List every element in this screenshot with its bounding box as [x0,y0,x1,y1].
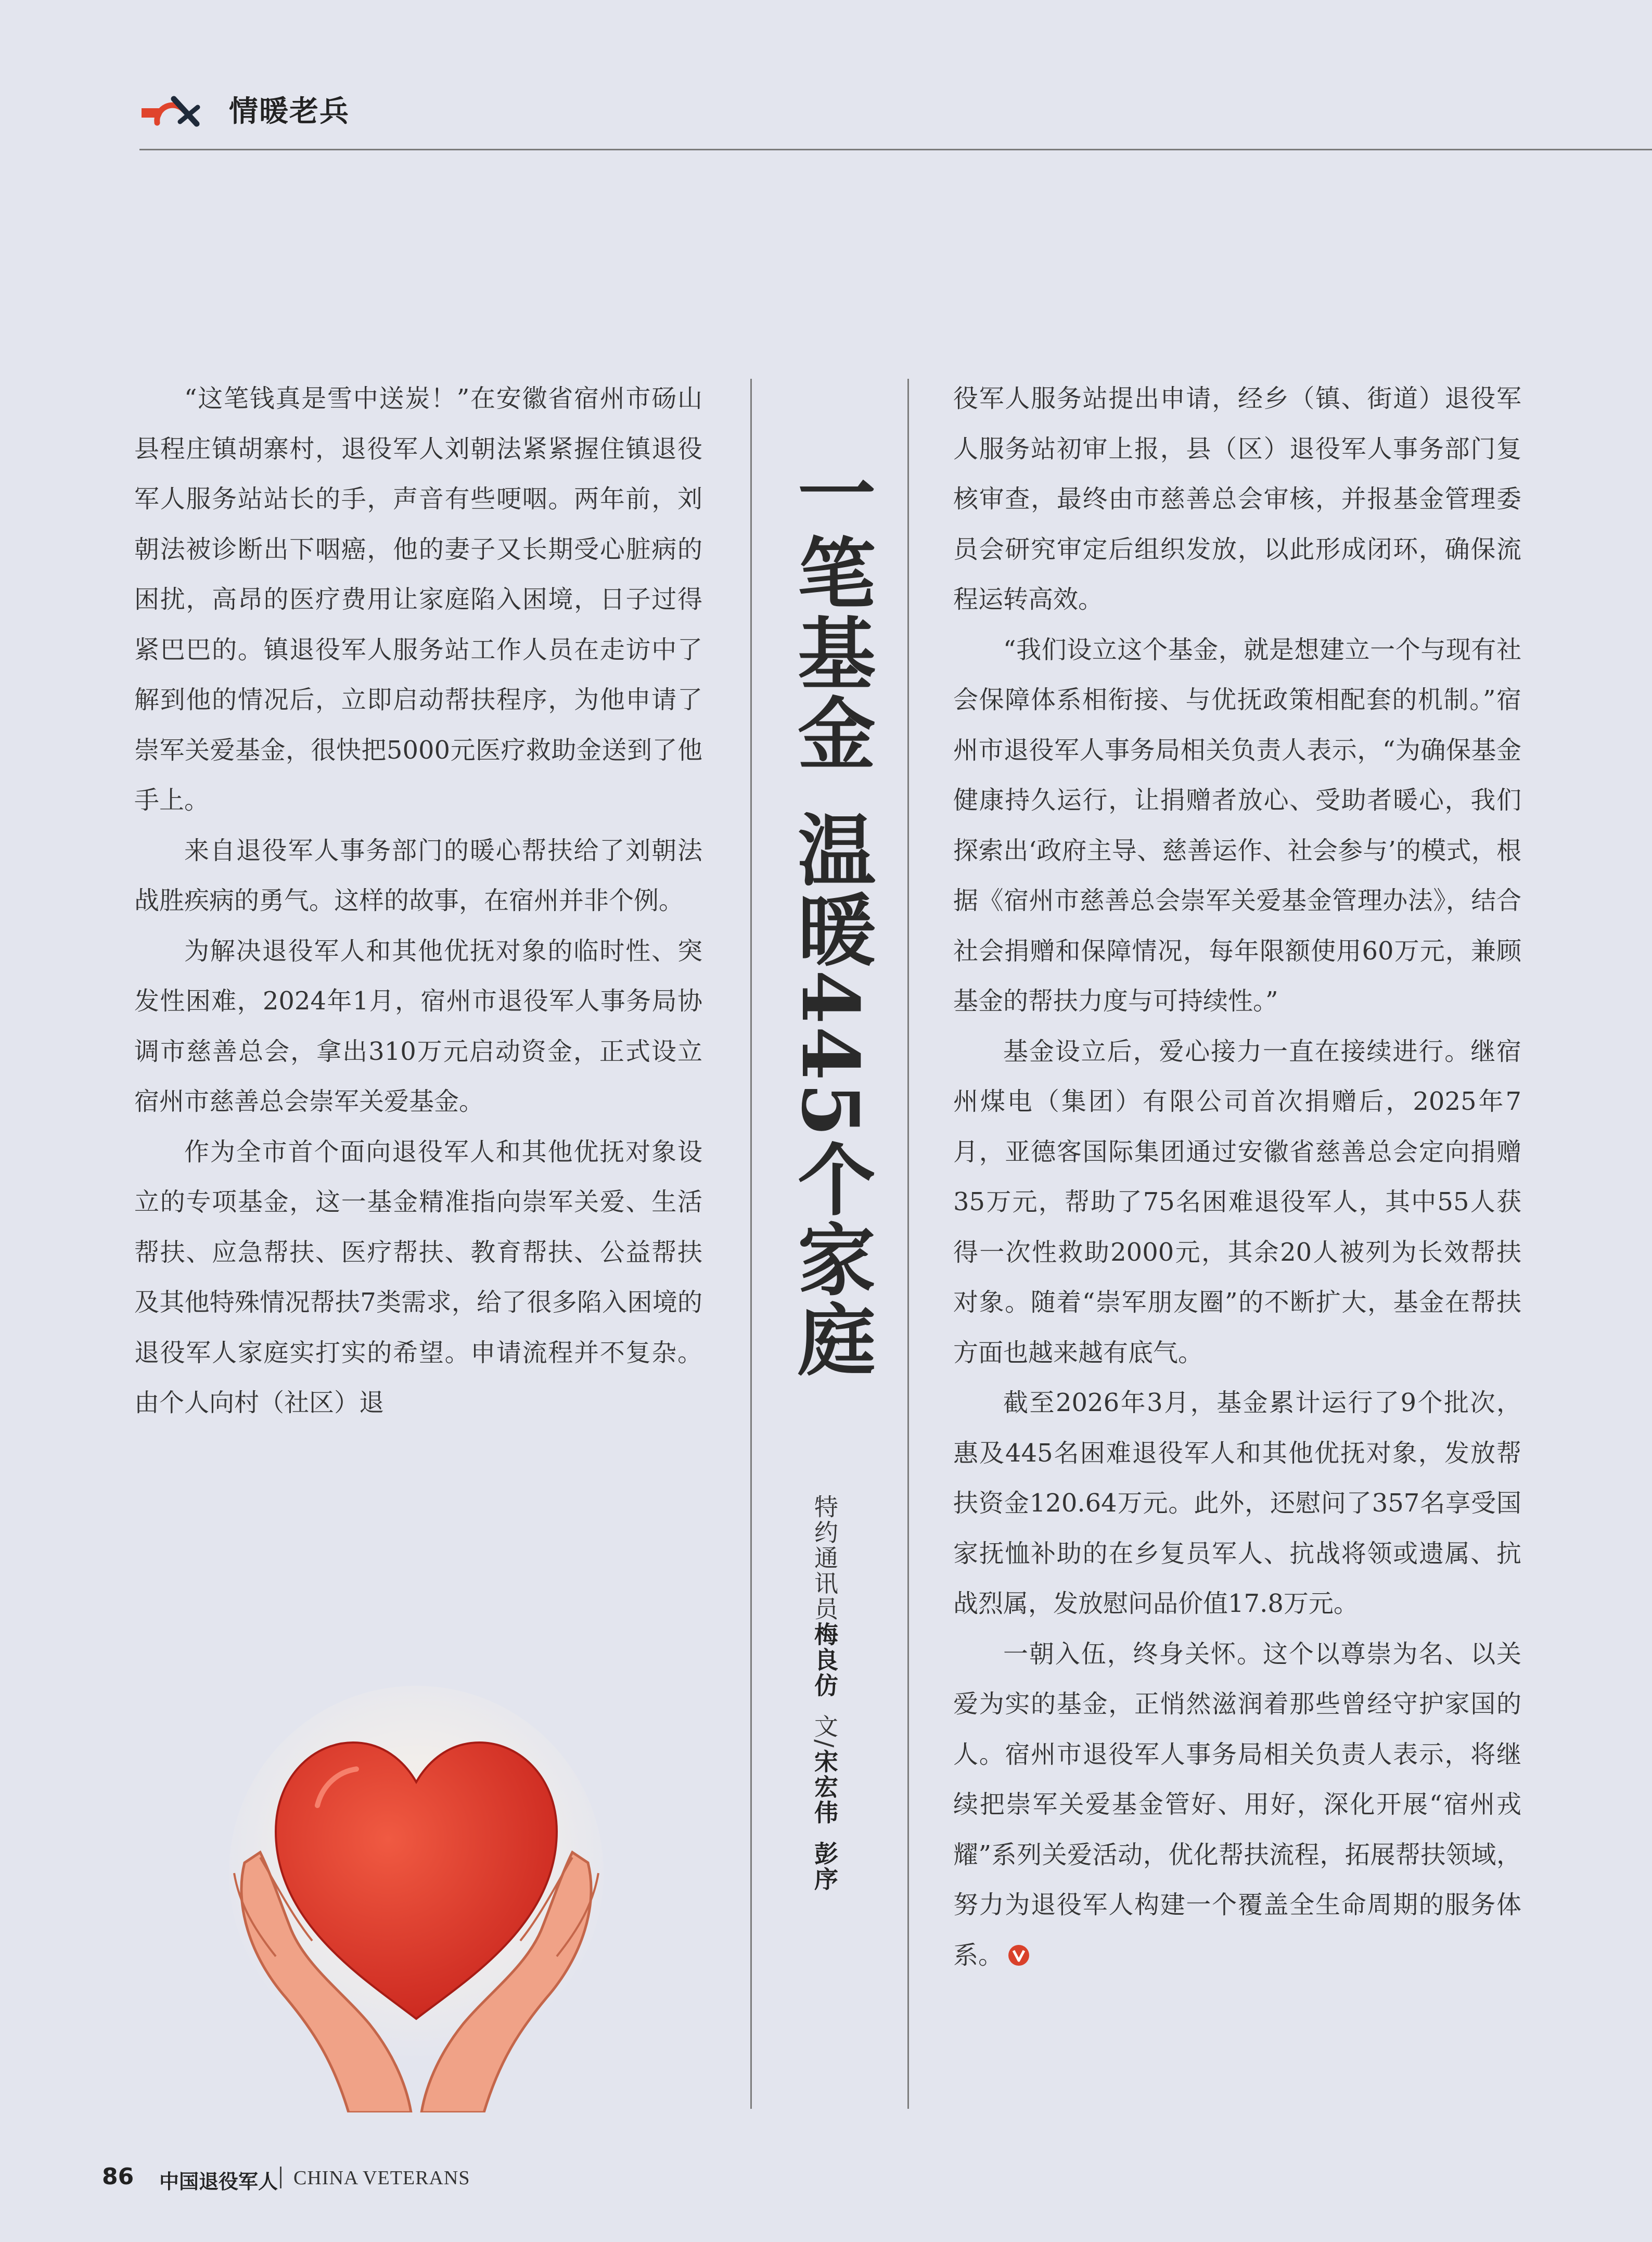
byline-wen: 文 [811,1714,839,1739]
article-byline [813,1494,837,1892]
paragraph: 役军人服务站提出申请，经乡（镇、街道）退役军人服务站初审上报，县（区）退役军人事务部门复核审查，最终由市慈善总会审核，并报基金管理委员会研究审定后组织发放，以此形成闭环，确保流程运转高效。 [953,384,1521,614]
heart-in-hands-icon [213,1686,619,2112]
column-divider-right [907,379,909,2109]
article-title-part2: 温暖445个家庭 [784,810,876,1380]
footer-separator [280,2167,281,2188]
column-divider-left [750,379,752,2109]
paragraph: 基金设立后，爱心接力一直在接续进行。继宿州煤电（集团）有限公司首次捐赠后，2025年7月，亚德客国际集团通过安徽省慈善总会定向捐赠35万元，帮助了75名困难退役军人，其中55人获得一次性救助2000元，其余20人被列为长效帮扶对象。随着“崇军朋友圈”的不断扩大，基金在帮扶方面也越来越有底气。 [953,1036,1521,1367]
byline-role: 特约通讯员 [811,1494,839,1622]
article-title [784,453,876,1380]
header-divider [139,149,1652,150]
article-left-column [134,374,702,1428]
page-number: 86 [102,2163,134,2190]
section-title: 情暖老兵 [229,95,350,129]
paragraph: 截至2026年3月，基金累计运行了9个批次，惠及445名困难退役军人和其他优抚对象，发放帮扶资金120.64万元。此外，还慰问了357名享受国家抚恤补助的在乡复员军人、抗战将领或遗属、抗战烈属，发放慰问品价值17.8万元。 [953,1388,1521,1618]
magazine-name-cn: 中国退役军人 [159,2170,278,2193]
paragraph: 来自退役军人事务部门的暖心帮扶给了刘朝法战胜疾病的勇气。这样的故事，在宿州并非个例。 [134,836,702,915]
paragraph-last-text: 一朝入伍，终身关怀。这个以尊崇为名、以关爱为实的基金，正悄然滋润着那些曾经守护家国的人。宿州市退役军人事务局相关负责人表示，将继续把崇军关爱基金管好、用好，深化开展“宿州戎耀”系列关爱活动，优化帮扶流程，拓展帮扶领域，努力为退役军人构建一个覆盖全生命周期的服务体系。 [953,1639,1521,1970]
magazine-name-en: CHINA VETERANS [293,2167,470,2189]
page-header [0,0,1652,156]
v-end-mark-icon [1007,1944,1030,1967]
section-logo-icon [139,93,201,134]
article-title-part1: 一笔基金 [784,453,876,773]
paragraph: “这笔钱真是雪中送炭！”在安徽省宿州市砀山县程庄镇胡寨村，退役军人刘朝法紧紧握住镇退役军人服务站站长的手，声音有些哽咽。两年前，刘朝法被诊断出下咽癌，他的妻子又长期受心脏病的困扰，高昂的医疗费用让家庭陷入困境，日子过得紧巴巴的。镇退役军人服务站工作人员在走访中了解到他的情况后，立即启动帮扶程序，为他申请了崇军关爱基金，很快把5000元医疗救助金送到了他手上。 [134,384,702,815]
article-right-column [953,374,1521,1980]
paragraph-last [953,1629,1521,1981]
byline-author: 梅良仿 [811,1622,839,1698]
paragraph: “我们设立这个基金，就是想建立一个与现有社会保障体系相衔接、与优抚政策相配套的机制。”宿州市退役军人事务局相关负责人表示，“为确保基金健康持久运行，让捐赠者放心、受助者暖心，我们探索出‘政府主导、慈善运作、社会参与’的模式，根据《宿州市慈善总会崇军关爱基金管理办法》，结合社会捐赠和保障情况，每年限额使用60万元，兼顾基金的帮扶力度与可持续性。” [953,635,1521,1016]
byline-illustrator: 宋宏伟 [811,1749,839,1826]
paragraph: 为解决退役军人和其他优抚对象的临时性、突发性困难，2024年1月，宿州市退役军人事务局协调市慈善总会，拿出310万元启动资金，正式设立宿州市慈善总会崇军关爱基金。 [134,936,702,1116]
byline-slash: / [811,1739,839,1749]
paragraph: 作为全市首个面向退役军人和其他优抚对象设立的专项基金，这一基金精准指向崇军关爱、生活帮扶、应急帮扶、医疗帮扶、教育帮扶、公益帮扶及其他特殊情况帮扶7类需求，给了很多陷入困境的退役军人家庭实打实的希望。申请流程并不复杂。由个人向村（社区）退 [134,1137,702,1417]
byline-illustrator-2: 彭序 [811,1841,839,1892]
